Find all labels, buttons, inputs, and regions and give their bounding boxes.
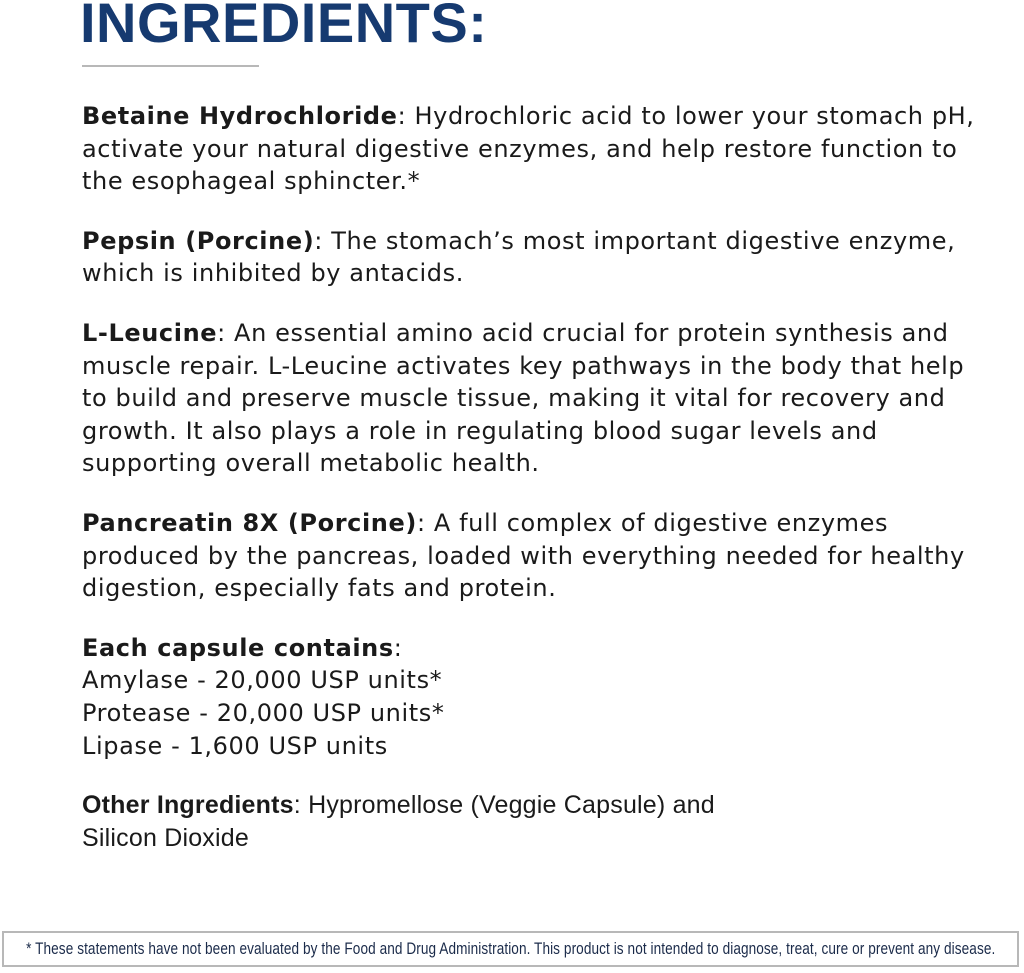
other-ingredients-heading: Other Ingredients bbox=[82, 791, 294, 820]
ingredient-description: An essential amino acid crucial for protein synthesis and muscle repair. L-Leucine activates key pathways in the body that help to build and preserve muscle tissue, making it vital for recovery and growth. It also plays a role in regulating blood sugar levels and supporting overall metabolic health. bbox=[82, 318, 965, 478]
other-ingredients bbox=[82, 789, 982, 854]
ingredient-description: A full complex of digestive enzymes produced by the pancreas, loaded with everything needed for healthy digestion, especially fats and protein. bbox=[82, 508, 965, 603]
ingredient-separator: : bbox=[397, 102, 407, 130]
ingredients-content bbox=[82, 100, 982, 881]
ingredient-name: Pepsin (Porcine) bbox=[82, 226, 315, 255]
ingredient-betaine-hydrochloride bbox=[82, 100, 982, 198]
fda-disclaimer-text: * These statements have not been evaluated by the Food and Drug Administration. This product is not intended to diagnose, treat, cure or prevent any disease. bbox=[25, 939, 996, 958]
fda-disclaimer-box bbox=[2, 931, 1019, 967]
other-ingredients-line1: Hypromellose (Veggie Capsule) and bbox=[300, 791, 715, 820]
ingredient-separator: : bbox=[217, 318, 226, 347]
other-ingredients-line2: Silicon Dioxide bbox=[82, 823, 249, 852]
ingredient-separator: : bbox=[416, 508, 426, 537]
capsule-heading-separator: : bbox=[393, 633, 403, 662]
ingredient-name: Pancreatin 8X (Porcine) bbox=[82, 508, 417, 537]
ingredient-description: Hydrochloric acid to lower your stomach pH, activate your natural digestive enzymes, and help restore function to the esophageal sphincter.* bbox=[82, 102, 975, 196]
ingredient-pepsin bbox=[82, 225, 982, 290]
title-underline-divider bbox=[82, 65, 259, 67]
capsule-enzyme-list bbox=[82, 664, 982, 762]
capsule-item-amylase: Amylase - 20,000 USP units* bbox=[82, 666, 443, 695]
ingredient-pancreatin bbox=[82, 507, 982, 605]
capsule-item-protease: Protease - 20,000 USP units* bbox=[82, 698, 445, 727]
ingredient-l-leucine bbox=[82, 317, 982, 480]
capsule-item-lipase: Lipase - 1,600 USP units bbox=[82, 731, 388, 760]
ingredient-name: L-Leucine bbox=[82, 318, 218, 347]
capsule-heading: Each capsule contains bbox=[82, 633, 394, 662]
ingredient-description: The stomach’s most important digestive enzyme, which is inhibited by antacids. bbox=[82, 226, 956, 288]
ingredient-name: Betaine Hydrochloride bbox=[82, 102, 398, 130]
other-ingredients-separator: : bbox=[293, 791, 301, 820]
capsule-contents-section bbox=[82, 632, 982, 762]
ingredient-separator: : bbox=[314, 226, 323, 255]
page-title: INGREDIENTS: bbox=[80, 0, 488, 54]
